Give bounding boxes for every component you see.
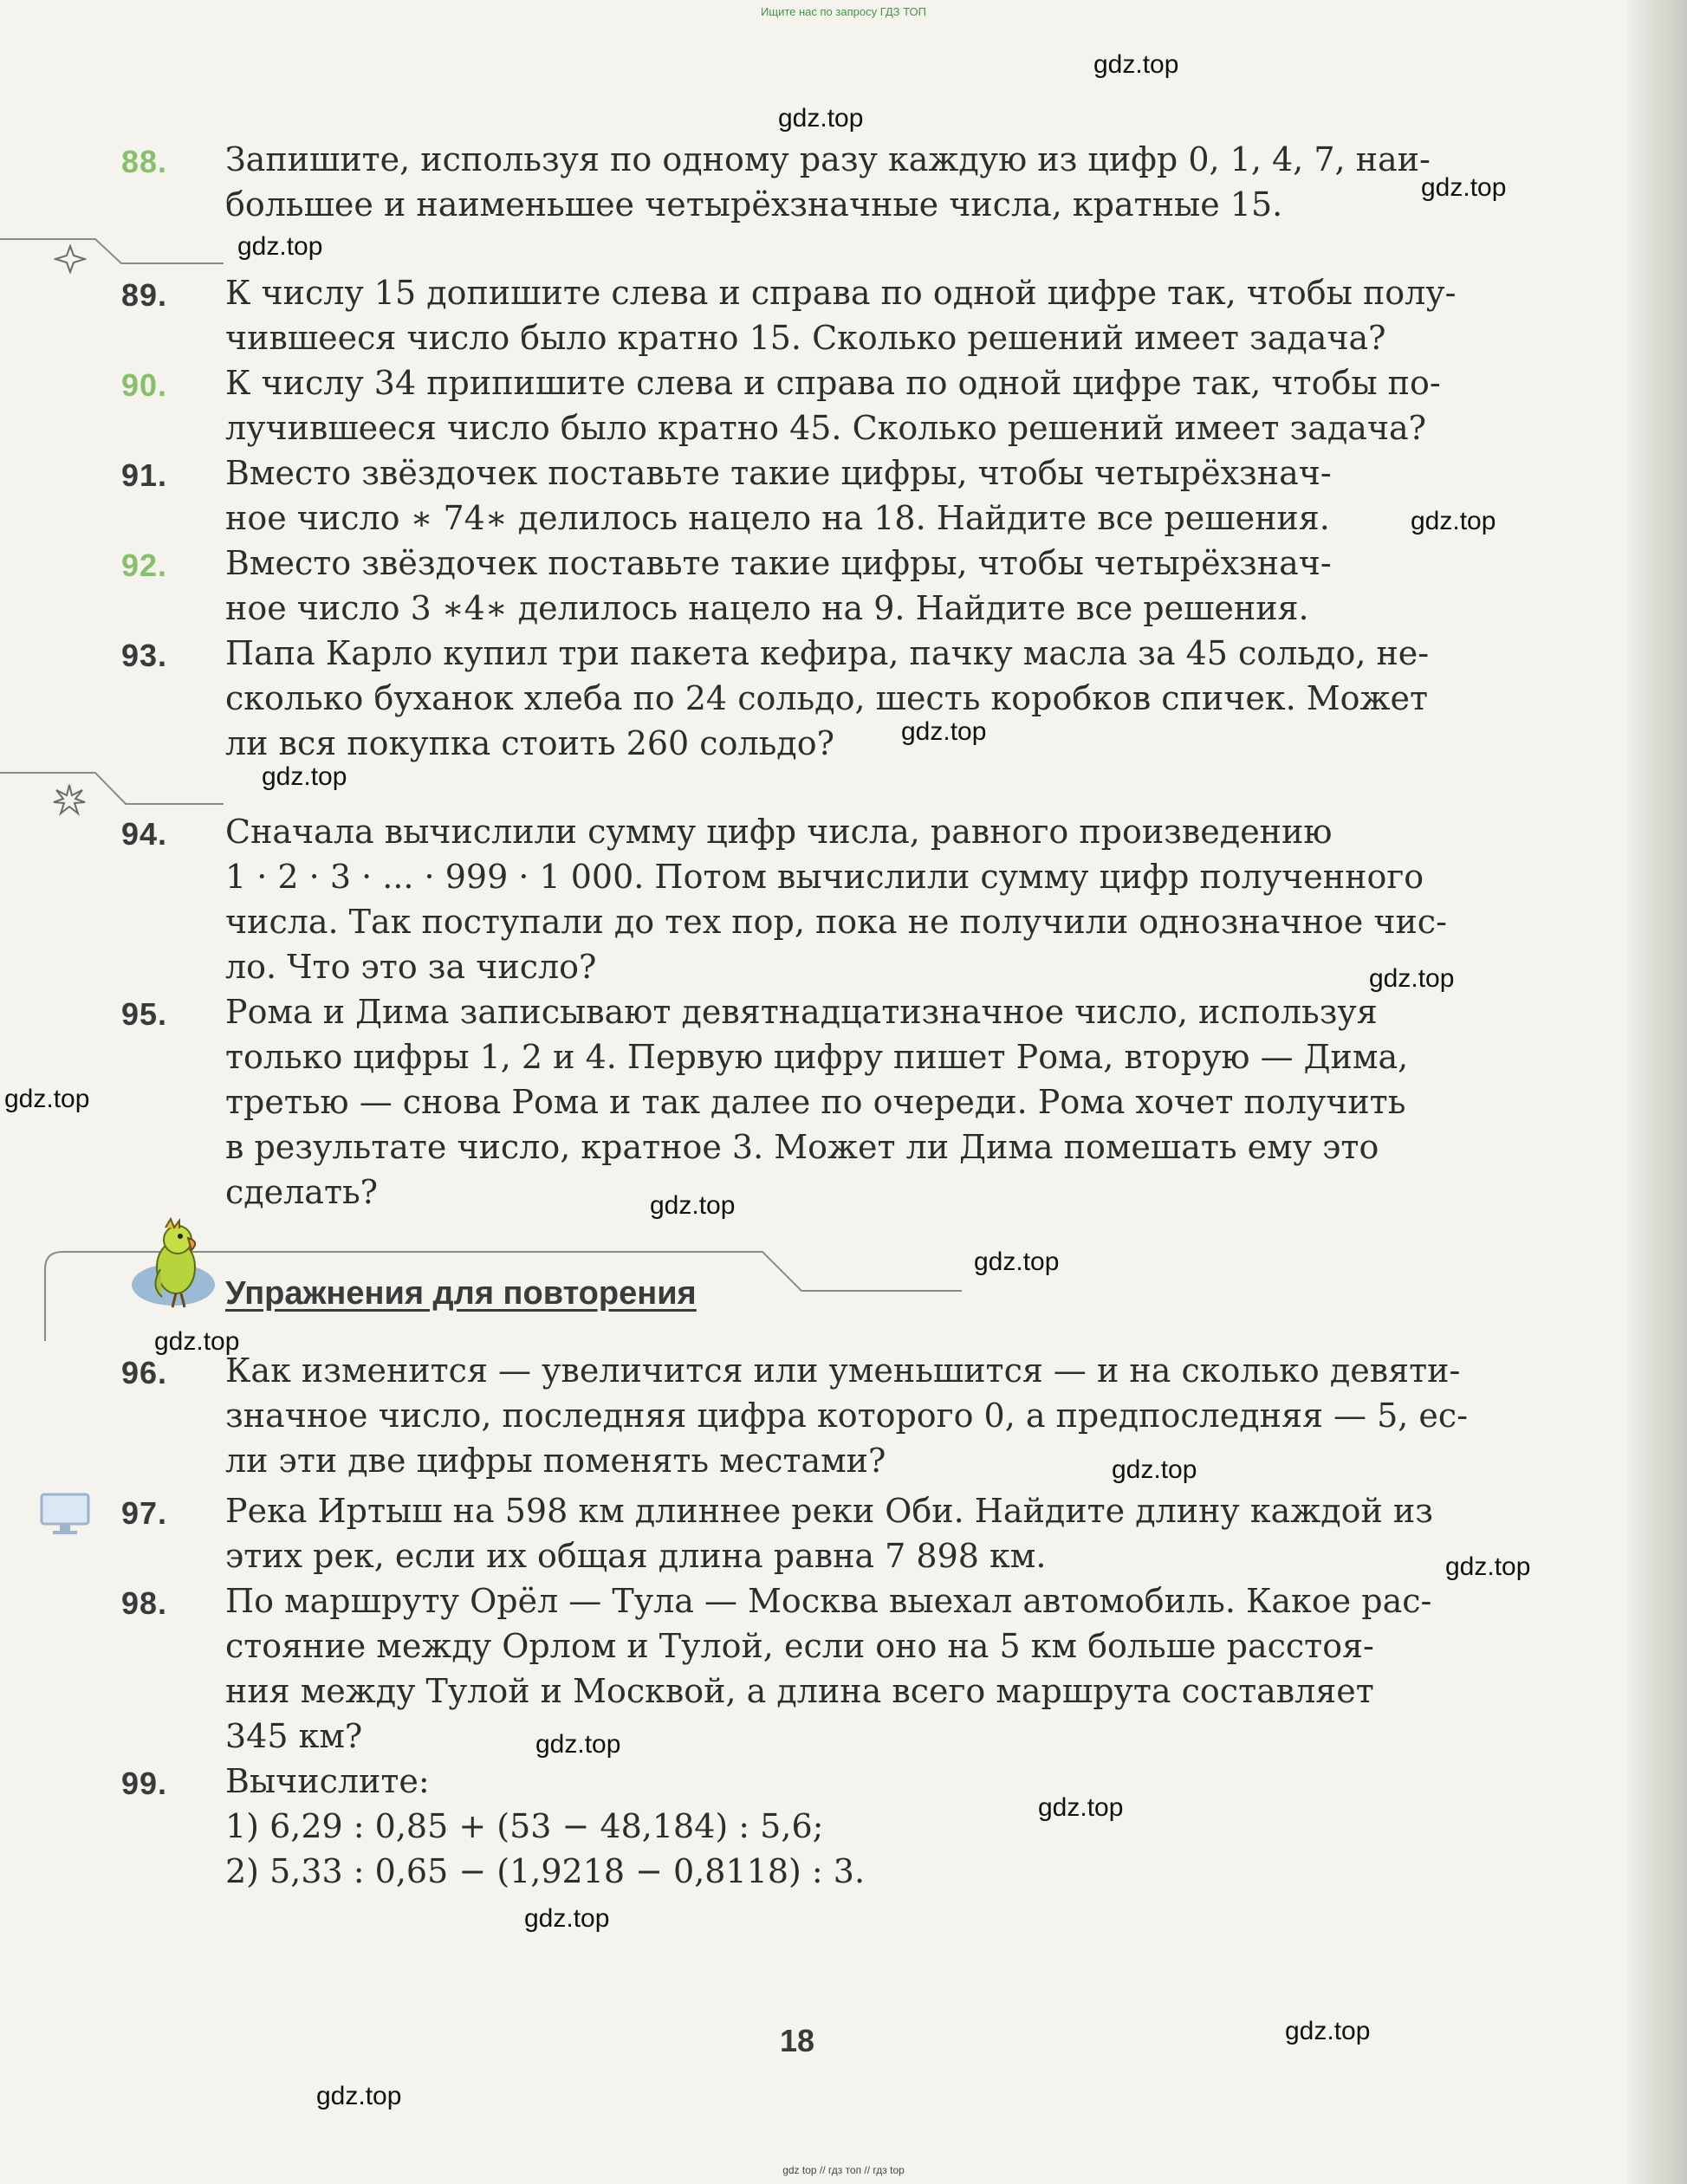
problem-text-line: стояние между Орлом и Тулой, если оно на 5 км больше расстоя- (225, 1627, 1374, 1665)
watermark: gdz.top (1369, 964, 1455, 993)
computer-icon (39, 1492, 91, 1540)
problem-text-line: 1 · 2 · 3 · ... · 999 · 1 000. Потом вычислили сумму цифр полученного (225, 858, 1424, 896)
problem-93 (121, 631, 1490, 766)
problem-95 (121, 989, 1490, 1215)
problem-text-line: К числу 15 допишите слева и справа по одной цифре так, чтобы полу- (225, 274, 1457, 312)
problem-number: 94. (121, 816, 168, 852)
problem-text-line: Вместо звёздочек поставьте такие цифры, чтобы четырёхзнач- (225, 544, 1332, 582)
problem-text-line: в результате число, кратное 3. Может ли Дима помешать ему это (225, 1128, 1379, 1166)
problem-text-line: сделать? (225, 1173, 379, 1211)
problem-text-line: 345 км? (225, 1717, 363, 1755)
watermark: gdz.top (778, 104, 864, 133)
section-title: Упражнения для повторения (225, 1275, 697, 1312)
problem-text-line: Как изменится — увеличится или уменьшится — и на сколько девяти- (225, 1351, 1461, 1390)
problem-text-line: этих рек, если их общая длина равна 7 898 км. (225, 1537, 1047, 1575)
page-edge-shadow (1626, 0, 1687, 2184)
problem-97 (121, 1488, 1490, 1578)
watermark: gdz.top (901, 717, 987, 746)
problem-98 (121, 1578, 1490, 1759)
problem-text-line: Сначала вычислили сумму цифр числа, равного произведению (225, 813, 1333, 851)
problem-number: 88. (121, 144, 168, 179)
problem-text-line: ли эти две цифры поменять местами? (225, 1442, 886, 1480)
problem-text-line: только цифры 1, 2 и 4. Первую цифру пишет Рома, вторую — Дима, (225, 1038, 1409, 1076)
problem-92 (121, 541, 1490, 631)
problem-text-line: 2) 5,33 : 0,65 − (1,9218 − 0,8118) : 3. (225, 1852, 866, 1890)
watermark: gdz.top (262, 762, 347, 791)
problem-text-line: ное число 3 ∗4∗ делилось нацело на 9. Найдите все решения. (225, 589, 1309, 627)
watermark: gdz.top (974, 1248, 1060, 1276)
problem-94 (121, 809, 1490, 989)
problem-text-line: ное число ∗ 74∗ делилось нацело на 18. Найдите все решения. (225, 499, 1330, 537)
problem-text-line: По маршруту Орёл — Тула — Москва выехал автомобиль. Какое рас- (225, 1582, 1432, 1620)
watermark: gdz.top (1421, 173, 1507, 202)
problem-number: 92. (121, 548, 168, 583)
problem-text-line: ло. Что это за число? (225, 948, 597, 986)
problem-text-line: Вместо звёздочек поставьте такие цифры, чтобы четырёхзнач- (225, 454, 1332, 492)
watermark: gdz.top (1093, 50, 1179, 79)
problem-text-line: Папа Карло купил три пакета кефира, пачку масла за 45 сольдо, не- (225, 634, 1430, 672)
section-divider (0, 764, 234, 807)
watermark: gdz.top (4, 1085, 90, 1113)
problem-number: 90. (121, 367, 168, 403)
problem-text-line: числа. Так поступали до тех пор, пока не получили однозначное чис- (225, 903, 1447, 941)
problem-text-line: сколько буханок хлеба по 24 сольдо, шесть коробков спичек. Может (225, 679, 1429, 717)
problem-text-line: 1) 6,29 : 0,85 + (53 − 48,184) : 5,6; (225, 1807, 824, 1845)
problem-88 (121, 137, 1490, 227)
problem-text-line: чившееся число было кратно 15. Сколько решений имеет задача? (225, 319, 1386, 357)
section-divider (0, 232, 234, 267)
watermark: gdz.top (1411, 507, 1496, 535)
problem-number: 96. (121, 1355, 168, 1390)
problem-text-line: Запишите, используя по одному разу каждую из цифр 0, 1, 4, 7, наи- (225, 140, 1431, 178)
problem-number: 91. (121, 457, 168, 493)
problem-text-line: большее и наименьшее четырёхзначные числа, кратные 15. (225, 185, 1283, 224)
problem-text-line: лучившееся число было кратно 45. Сколько решений имеет задача? (225, 409, 1427, 447)
watermark: gdz.top (524, 1904, 610, 1933)
watermark: gdz.top (535, 1730, 621, 1759)
problem-number: 93. (121, 638, 168, 673)
watermark: gdz.top (1112, 1455, 1197, 1484)
problem-text-line: третью — снова Рома и так далее по очереди. Рома хочет получить (225, 1083, 1406, 1121)
problem-number: 89. (121, 277, 168, 313)
problem-number: 97. (121, 1495, 168, 1531)
problem-text-line: Вычислите: (225, 1762, 430, 1800)
footer-note: gdz top // гдз топ // гдз top (782, 2164, 905, 2176)
watermark: gdz.top (154, 1327, 240, 1356)
problem-number: 99. (121, 1766, 168, 1801)
watermark: gdz.top (1285, 2017, 1371, 2045)
problem-89 (121, 270, 1490, 360)
problem-text-line: значное число, последняя цифра которого 0, а предпоследняя — 5, ес- (225, 1397, 1469, 1435)
problem-text-line: К числу 34 припишите слева и справа по одной цифре так, чтобы по- (225, 364, 1441, 402)
problem-text-line: ли вся покупка стоить 260 сольдо? (225, 724, 834, 762)
watermark: gdz.top (650, 1191, 736, 1220)
page-number: 18 (780, 2023, 815, 2058)
problem-text-line: Река Иртыш на 598 км длиннее реки Оби. Найдите длину каждой из (225, 1492, 1433, 1530)
problem-number: 98. (121, 1585, 168, 1621)
watermark: gdz.top (237, 232, 323, 261)
problem-96 (121, 1348, 1490, 1483)
header-note: Ищите нас по запросу ГДЗ ТОП (761, 5, 926, 18)
problem-90 (121, 360, 1490, 450)
watermark: gdz.top (316, 2082, 402, 2110)
problem-number: 95. (121, 996, 168, 1032)
watermark: gdz.top (1445, 1552, 1531, 1581)
parrot-mascot-icon (126, 1217, 221, 1316)
problem-text-line: Рома и Дима записывают девятнадцатизначное число, используя (225, 993, 1378, 1031)
problem-text-line: ния между Тулой и Москвой, а длина всего маршрута составляет (225, 1672, 1374, 1710)
watermark: gdz.top (1038, 1793, 1124, 1822)
problem-91 (121, 450, 1490, 541)
problem-99 (121, 1759, 1490, 1894)
